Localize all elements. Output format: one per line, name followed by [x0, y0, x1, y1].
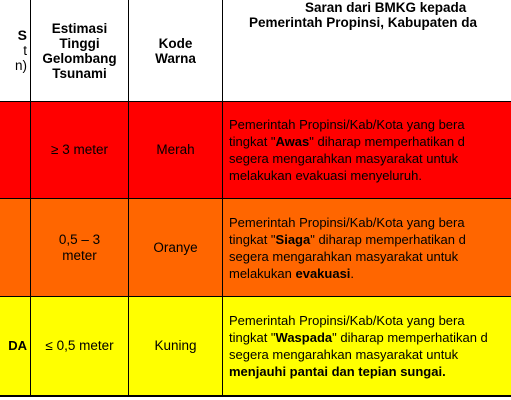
header-advice-line-2: Pemerintah Propinsi, Kabupaten da	[249, 15, 478, 30]
table-row	[0, 296, 511, 395]
table-row	[0, 101, 511, 198]
advice-line: segera mengarahkan masyarakat untuk	[229, 151, 459, 166]
advice-line: melakukan evakuasi.	[229, 265, 355, 281]
advice-cell	[222, 198, 511, 296]
table-bottom-border	[0, 395, 511, 397]
color-code-value: Oranye	[153, 239, 198, 255]
advice-line: menjauhi pantai dan tepian sungai.	[229, 364, 446, 379]
header-height-line-2: Tinggi	[59, 35, 100, 51]
level-cell	[0, 101, 30, 198]
level-cell: DA	[0, 296, 30, 395]
table-header-row	[0, 0, 511, 101]
advice-line: segera mengarahkan masyarakat untuk	[229, 347, 459, 362]
header-level-line-2: t	[23, 43, 27, 58]
advice-line: Pemerintah Propinsi/Kab/Kota yang bera	[229, 214, 465, 230]
header-color-line-2: Warna	[155, 50, 196, 66]
advice-line: Pemerintah Propinsi/Kab/Kota yang bera	[229, 313, 465, 328]
height-value-line-1: 0,5 – 3	[58, 231, 101, 247]
color-code-cell	[128, 296, 222, 395]
height-value: ≤ 0,5 meter	[45, 338, 114, 353]
color-code-cell	[128, 198, 222, 296]
advice-line: Pemerintah Propinsi/Kab/Kota yang bera	[229, 117, 465, 132]
advice-line: segera mengarahkan masyarakat untuk	[229, 248, 459, 264]
advice-cell	[222, 101, 511, 198]
header-level-line-3: n)	[14, 58, 27, 73]
header-advice-line-1: Saran dari BMKG kepada	[305, 0, 467, 15]
advice-line: melakukan evakuasi menyeluruh.	[229, 168, 422, 183]
height-value-line-2: meter	[62, 247, 97, 263]
advice-cell	[222, 296, 511, 395]
header-height-line-1: Estimasi	[51, 20, 108, 36]
height-cell	[30, 296, 128, 395]
color-code-value: Merah	[156, 142, 195, 157]
header-level-line-1: S	[17, 27, 27, 43]
header-advice-cell	[222, 0, 511, 101]
height-cell	[30, 198, 128, 296]
header-height-line-3: Gelombang	[42, 50, 117, 66]
table-row	[0, 198, 511, 296]
height-value: ≥ 3 meter	[51, 142, 108, 157]
header-height-line-4: Tsunami	[52, 65, 107, 81]
advice-line: tingkat "Siaga" diharap memperhatikan d	[229, 231, 466, 247]
height-cell	[30, 101, 128, 198]
header-color-line-1: Kode	[158, 35, 193, 51]
color-code-value: Kuning	[154, 338, 197, 353]
header-height-cell	[30, 0, 128, 101]
advice-line: tingkat "Waspada" diharap memperhatikan d	[229, 330, 488, 345]
advice-line: tingkat "Awas" diharap memperhatikan d	[229, 134, 465, 149]
header-level-cell	[0, 0, 30, 101]
header-color-cell	[128, 0, 222, 101]
color-code-cell	[128, 101, 222, 198]
level-cell	[0, 198, 30, 296]
